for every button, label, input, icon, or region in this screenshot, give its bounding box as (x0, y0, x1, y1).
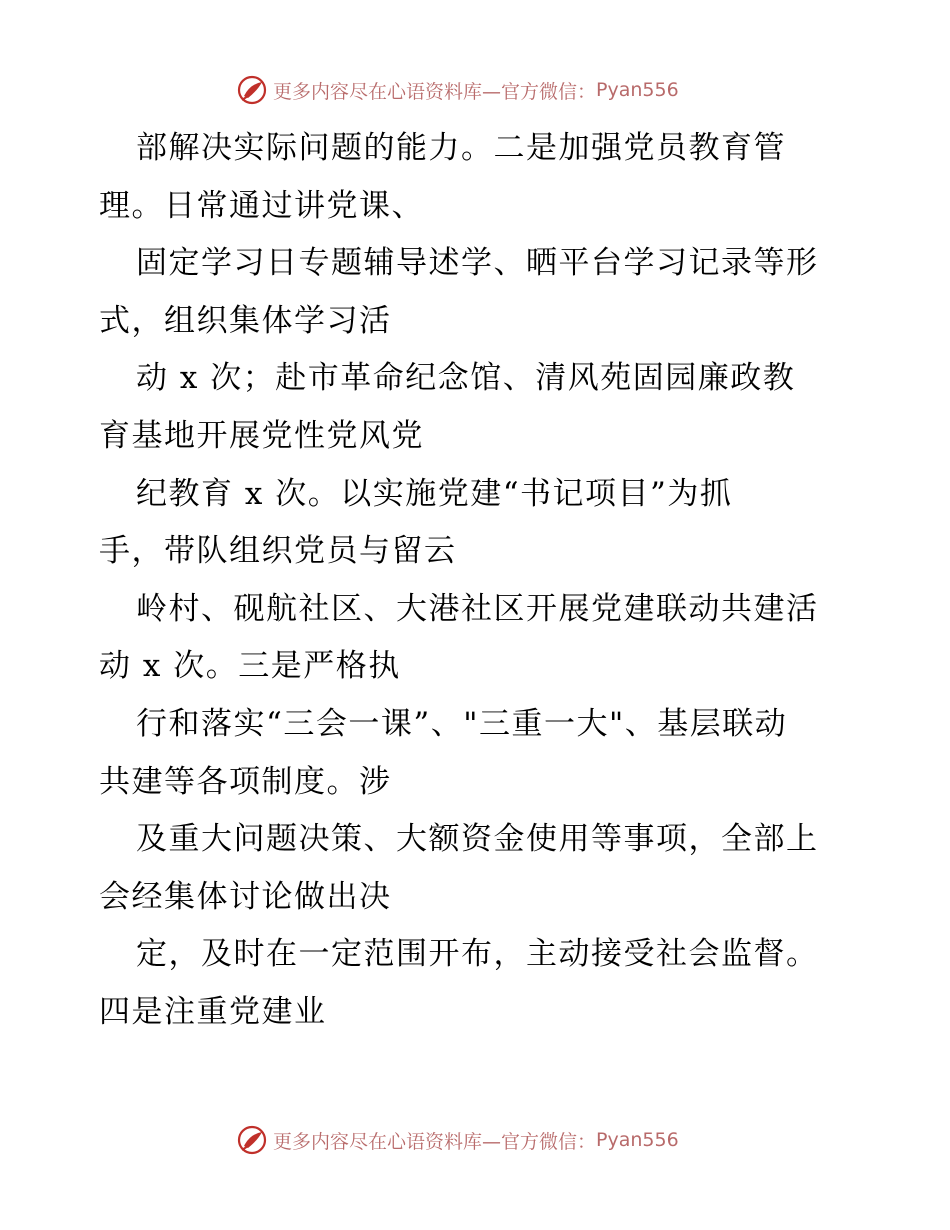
document-body (99, 120, 859, 1042)
header-wechat-id: Pyan556 (596, 79, 679, 101)
body-line: 共建等各项制度。涉 (99, 763, 392, 800)
footer-banner (236, 1123, 679, 1157)
body-line: 岭村、砚航社区、大港社区开展党建联动共建活 (136, 590, 819, 627)
body-line: 固定学习日专题辅导述学、晒平台学习记录等形 (136, 245, 819, 282)
pen-logo-icon (236, 74, 268, 106)
body-line: 式，组织集体学习活 (99, 302, 392, 339)
body-line: 育基地开展党性党风党 (99, 417, 424, 454)
footer-wechat-id: Pyan556 (596, 1129, 679, 1151)
body-line: 动 x 次。三是严格执 (99, 648, 401, 685)
header-banner (236, 73, 679, 107)
body-line: 动 x 次；赴市革命纪念馆、清风苑固园廉政教 (136, 360, 796, 397)
pen-logo-icon (236, 1124, 268, 1156)
body-line: 四是注重党建业 (99, 993, 327, 1030)
footer-banner-text: 更多内容尽在心语资料库—官方微信： (273, 1130, 597, 1153)
body-line: 理。日常通过讲党课、 (99, 187, 424, 224)
body-line: 及重大问题决策、大额资金使用等事项，全部上 (136, 821, 819, 858)
body-line: 会经集体讨论做出决 (99, 878, 392, 915)
header-banner-text: 更多内容尽在心语资料库—官方微信： (273, 80, 597, 103)
body-line: 部解决实际问题的能力。二是加强党员教育管 (136, 130, 786, 166)
body-line: 定，及时在一定范围开布，主动接受社会监督。 (136, 936, 819, 973)
body-line: 纪教育 x 次。以实施党建“书记项目”为抓 (136, 475, 733, 512)
body-line: 行和落实“三会一课”、"三重一大"、基层联动 (136, 705, 788, 742)
body-line: 手，带队组织党员与留云 (99, 533, 457, 570)
